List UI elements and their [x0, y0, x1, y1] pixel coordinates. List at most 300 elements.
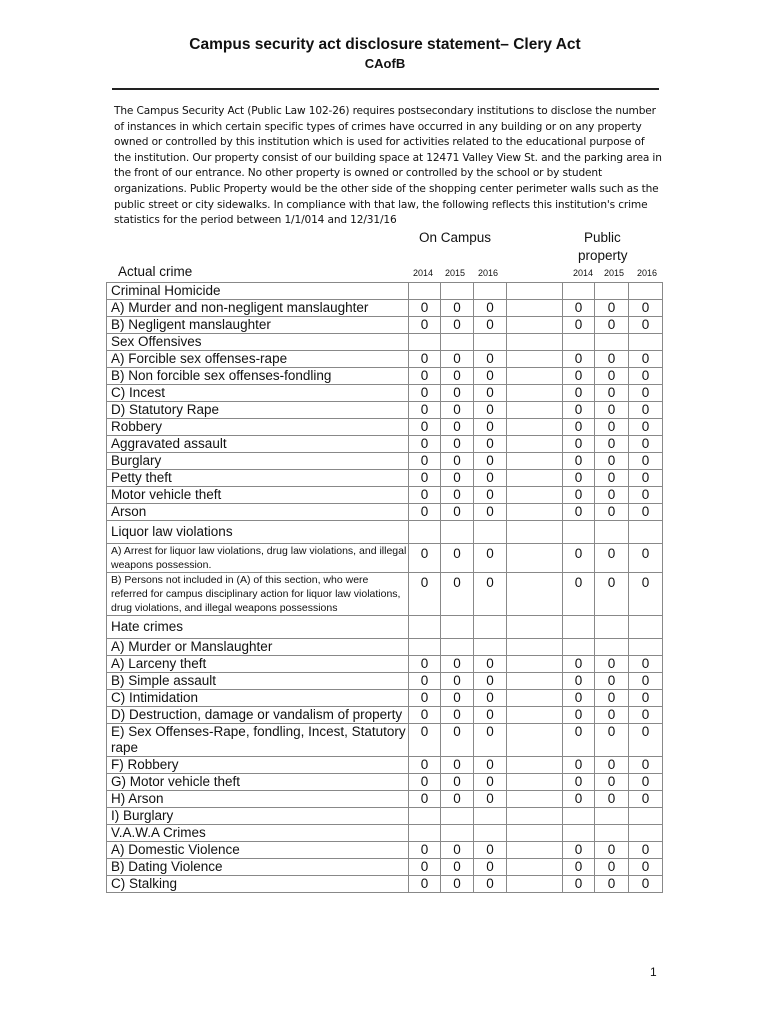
table-row [107, 639, 663, 656]
crime-count: 0 [409, 504, 441, 521]
title-rule [112, 88, 659, 90]
crime-count: 0 [629, 487, 663, 504]
crime-count: 0 [409, 470, 441, 487]
crime-count: 0 [441, 317, 474, 334]
table-row [107, 385, 663, 402]
crime-count: 0 [474, 842, 507, 859]
empty-cell [563, 283, 595, 300]
empty-cell [507, 656, 563, 673]
table-row [107, 573, 663, 616]
empty-cell [507, 351, 563, 368]
crime-count: 0 [563, 876, 595, 893]
crime-count: 0 [474, 707, 507, 724]
crime-count: 0 [441, 470, 474, 487]
crime-count: 0 [474, 385, 507, 402]
crime-label: Petty theft [107, 470, 409, 487]
crime-label: C) Incest [107, 385, 409, 402]
empty-cell [595, 283, 629, 300]
crime-count: 0 [595, 673, 629, 690]
crime-count: 0 [441, 504, 474, 521]
crime-count: 0 [474, 436, 507, 453]
empty-cell [474, 521, 507, 544]
crime-count: 0 [409, 300, 441, 317]
crime-count: 0 [441, 573, 474, 616]
crime-count: 0 [629, 300, 663, 317]
crime-count: 0 [595, 774, 629, 791]
crime-count: 0 [474, 757, 507, 774]
empty-cell [507, 368, 563, 385]
crime-count: 0 [441, 453, 474, 470]
empty-cell [441, 334, 474, 351]
crime-count: 0 [474, 791, 507, 808]
crime-label: Robbery [107, 419, 409, 436]
empty-cell [595, 825, 629, 842]
crime-label: E) Sex Offenses-Rape, fondling, Incest, Statutory rape [107, 724, 409, 757]
crime-label: V.A.W.A Crimes [107, 825, 409, 842]
crime-count: 0 [629, 317, 663, 334]
empty-cell [441, 825, 474, 842]
crime-label: B) Dating Violence [107, 859, 409, 876]
table-row [107, 876, 663, 893]
crime-count: 0 [441, 402, 474, 419]
crime-count: 0 [629, 419, 663, 436]
crime-label: D) Destruction, damage or vandalism of property [107, 707, 409, 724]
crime-label: Motor vehicle theft [107, 487, 409, 504]
crime-label: H) Arson [107, 791, 409, 808]
crime-count: 0 [409, 673, 441, 690]
empty-cell [507, 283, 563, 300]
crime-count: 0 [441, 707, 474, 724]
empty-cell [507, 504, 563, 521]
crime-label: A) Domestic Violence [107, 842, 409, 859]
crime-label: C) Intimidation [107, 690, 409, 707]
crime-count: 0 [629, 453, 663, 470]
crime-count: 0 [474, 300, 507, 317]
empty-cell [629, 825, 663, 842]
crime-count: 0 [441, 673, 474, 690]
crime-count: 0 [474, 487, 507, 504]
crime-count: 0 [409, 368, 441, 385]
crime-count: 0 [629, 791, 663, 808]
crime-count: 0 [563, 757, 595, 774]
crime-label: F) Robbery [107, 757, 409, 774]
crime-label: Arson [107, 504, 409, 521]
crime-count: 0 [563, 656, 595, 673]
empty-cell [507, 385, 563, 402]
crime-count: 0 [409, 419, 441, 436]
crime-count: 0 [629, 656, 663, 673]
year-header-public-2014: 2014 [573, 268, 594, 278]
empty-cell [441, 521, 474, 544]
crime-count: 0 [474, 504, 507, 521]
crime-count: 0 [595, 707, 629, 724]
document-subtitle: CAofB [364, 56, 406, 71]
crime-count: 0 [595, 859, 629, 876]
crime-count: 0 [629, 842, 663, 859]
empty-cell [474, 808, 507, 825]
crime-count: 0 [595, 544, 629, 573]
empty-cell [507, 487, 563, 504]
crime-count: 0 [409, 453, 441, 470]
empty-cell [474, 825, 507, 842]
table-row [107, 842, 663, 859]
table-row [107, 317, 663, 334]
crime-count: 0 [595, 876, 629, 893]
crime-label: A) Larceny theft [107, 656, 409, 673]
empty-cell [507, 757, 563, 774]
crime-count: 0 [441, 300, 474, 317]
crime-count: 0 [563, 436, 595, 453]
empty-cell [507, 842, 563, 859]
crime-count: 0 [563, 724, 595, 757]
crime-count: 0 [629, 504, 663, 521]
crime-count: 0 [563, 791, 595, 808]
empty-cell [474, 283, 507, 300]
crime-count: 0 [629, 876, 663, 893]
crime-count: 0 [441, 774, 474, 791]
empty-cell [507, 544, 563, 573]
empty-cell [507, 470, 563, 487]
crime-count: 0 [595, 656, 629, 673]
crime-count: 0 [563, 351, 595, 368]
crime-label: A) Murder and non-negligent manslaughter [107, 300, 409, 317]
empty-cell [507, 791, 563, 808]
table-row [107, 724, 663, 757]
crime-count: 0 [474, 402, 507, 419]
crime-count: 0 [409, 656, 441, 673]
crime-label: A) Forcible sex offenses-rape [107, 351, 409, 368]
crime-count: 0 [409, 573, 441, 616]
crime-count: 0 [563, 774, 595, 791]
crime-count: 0 [629, 673, 663, 690]
crime-count: 0 [629, 385, 663, 402]
table-row [107, 859, 663, 876]
table-row [107, 808, 663, 825]
crime-count: 0 [595, 402, 629, 419]
crime-count: 0 [563, 573, 595, 616]
empty-cell [563, 334, 595, 351]
empty-cell [507, 573, 563, 616]
empty-cell [409, 283, 441, 300]
empty-cell [441, 616, 474, 639]
crime-label: B) Non forcible sex offenses-fondling [107, 368, 409, 385]
empty-cell [507, 724, 563, 757]
crime-count: 0 [595, 504, 629, 521]
crime-count: 0 [441, 436, 474, 453]
crime-count: 0 [409, 842, 441, 859]
crime-count: 0 [629, 368, 663, 385]
crime-count: 0 [563, 504, 595, 521]
crime-count: 0 [441, 791, 474, 808]
crime-label: Liquor law violations [107, 521, 409, 544]
table-row [107, 707, 663, 724]
crime-count: 0 [595, 690, 629, 707]
crime-statistics-table [106, 282, 663, 893]
table-row [107, 368, 663, 385]
table-row [107, 616, 663, 639]
crime-label: Burglary [107, 453, 409, 470]
crime-count: 0 [595, 791, 629, 808]
empty-cell [507, 808, 563, 825]
empty-cell [507, 876, 563, 893]
crime-count: 0 [595, 842, 629, 859]
crime-count: 0 [441, 351, 474, 368]
year-header-campus-2014: 2014 [413, 268, 434, 278]
empty-cell [629, 283, 663, 300]
crime-count: 0 [595, 487, 629, 504]
actual-crime-header: Actual crime [118, 264, 193, 279]
crime-count: 0 [474, 656, 507, 673]
crime-count: 0 [441, 368, 474, 385]
crime-count: 0 [474, 573, 507, 616]
crime-count: 0 [563, 842, 595, 859]
crime-count: 0 [474, 317, 507, 334]
crime-count: 0 [563, 690, 595, 707]
crime-count: 0 [409, 402, 441, 419]
empty-cell [474, 616, 507, 639]
crime-count: 0 [441, 876, 474, 893]
crime-count: 0 [629, 724, 663, 757]
crime-count: 0 [409, 724, 441, 757]
table-row [107, 351, 663, 368]
crime-count: 0 [629, 859, 663, 876]
empty-cell [563, 639, 595, 656]
crime-count: 0 [595, 436, 629, 453]
crime-label: G) Motor vehicle theft [107, 774, 409, 791]
empty-cell [507, 300, 563, 317]
crime-count: 0 [563, 544, 595, 573]
crime-count: 0 [629, 470, 663, 487]
crime-count: 0 [563, 487, 595, 504]
crime-count: 0 [409, 707, 441, 724]
crime-count: 0 [474, 673, 507, 690]
crime-label: A) Murder or Manslaughter [107, 639, 409, 656]
crime-count: 0 [441, 859, 474, 876]
table-row [107, 521, 663, 544]
table-row [107, 334, 663, 351]
empty-cell [507, 402, 563, 419]
crime-count: 0 [563, 859, 595, 876]
table-row [107, 791, 663, 808]
crime-count: 0 [629, 707, 663, 724]
empty-cell [629, 521, 663, 544]
empty-cell [629, 808, 663, 825]
crime-count: 0 [441, 544, 474, 573]
intro-paragraph: The Campus Security Act (Public Law 102-26) requires postsecondary institutions to disclose the number of instances in which certain specific types of crimes have occurred in any building or on any property owned or controlled by this institution which is used for activities related to the educational purpose of the institution. Our property consist of our building space at 12471 Valley View St. and the parking area in the front of our entrance. No other property is owned or controlled by the school or by student organizations. Public Property would be the other side of the shopping center perimeter walls such as the public street or city sidewalks. In compliance with that law, the following reflects this institution's crime statistics for the period between 1/1/014 and 12/31/16 [114, 105, 662, 227]
public-property-header-line1: Public [584, 230, 621, 245]
table-row [107, 774, 663, 791]
empty-cell [409, 334, 441, 351]
empty-cell [507, 774, 563, 791]
crime-count: 0 [409, 436, 441, 453]
empty-cell [563, 521, 595, 544]
crime-label: B) Simple assault [107, 673, 409, 690]
crime-count: 0 [563, 300, 595, 317]
crime-count: 0 [441, 690, 474, 707]
crime-count: 0 [409, 859, 441, 876]
year-header-campus-2016: 2016 [478, 268, 499, 278]
empty-cell [563, 808, 595, 825]
crime-count: 0 [409, 774, 441, 791]
empty-cell [409, 521, 441, 544]
empty-cell [595, 639, 629, 656]
crime-count: 0 [474, 859, 507, 876]
crime-count: 0 [474, 470, 507, 487]
table-row [107, 544, 663, 573]
crime-label: D) Statutory Rape [107, 402, 409, 419]
crime-count: 0 [441, 385, 474, 402]
crime-count: 0 [441, 487, 474, 504]
empty-cell [507, 690, 563, 707]
crime-count: 0 [563, 707, 595, 724]
crime-count: 0 [595, 351, 629, 368]
empty-cell [507, 859, 563, 876]
crime-count: 0 [629, 774, 663, 791]
empty-cell [474, 639, 507, 656]
table-row [107, 487, 663, 504]
crime-count: 0 [409, 317, 441, 334]
crime-count: 0 [563, 673, 595, 690]
crime-count: 0 [474, 876, 507, 893]
crime-count: 0 [441, 419, 474, 436]
crime-label: Criminal Homicide [107, 283, 409, 300]
empty-cell [507, 707, 563, 724]
crime-count: 0 [563, 470, 595, 487]
crime-label: B) Persons not included in (A) of this section, who were referred for campus disciplinary action for liquor law violations, drug violations, and illegal weapons possessions [107, 573, 409, 616]
table-row [107, 656, 663, 673]
crime-count: 0 [595, 385, 629, 402]
crime-count: 0 [474, 419, 507, 436]
crime-count: 0 [563, 317, 595, 334]
empty-cell [629, 334, 663, 351]
year-header-public-2016: 2016 [637, 268, 658, 278]
empty-cell [474, 334, 507, 351]
empty-cell [441, 283, 474, 300]
crime-count: 0 [409, 690, 441, 707]
empty-cell [507, 419, 563, 436]
empty-cell [563, 616, 595, 639]
crime-count: 0 [441, 656, 474, 673]
empty-cell [595, 808, 629, 825]
crime-count: 0 [595, 419, 629, 436]
table-row [107, 436, 663, 453]
empty-cell [507, 453, 563, 470]
empty-cell [595, 334, 629, 351]
crime-label: Sex Offensives [107, 334, 409, 351]
crime-count: 0 [629, 690, 663, 707]
table-row [107, 300, 663, 317]
empty-cell [409, 639, 441, 656]
crime-count: 0 [474, 453, 507, 470]
crime-count: 0 [474, 368, 507, 385]
empty-cell [629, 616, 663, 639]
crime-count: 0 [474, 690, 507, 707]
table-row [107, 504, 663, 521]
empty-cell [507, 639, 563, 656]
crime-count: 0 [474, 544, 507, 573]
crime-count: 0 [441, 842, 474, 859]
empty-cell [507, 616, 563, 639]
crime-count: 0 [409, 876, 441, 893]
crime-count: 0 [441, 724, 474, 757]
crime-label: Hate crimes [107, 616, 409, 639]
crime-count: 0 [409, 757, 441, 774]
crime-count: 0 [629, 573, 663, 616]
document-title: Campus security act disclosure statement– Clery Act [189, 36, 581, 53]
crime-count: 0 [563, 385, 595, 402]
empty-cell [507, 334, 563, 351]
table-row [107, 673, 663, 690]
empty-cell [507, 521, 563, 544]
public-property-header-line2: property [578, 248, 628, 263]
crime-count: 0 [409, 544, 441, 573]
crime-count: 0 [629, 351, 663, 368]
crime-count: 0 [441, 757, 474, 774]
crime-label: A) Arrest for liquor law violations, drug law violations, and illegal weapons possession. [107, 544, 409, 573]
crime-count: 0 [595, 757, 629, 774]
crime-count: 0 [595, 317, 629, 334]
table-row [107, 470, 663, 487]
table-row [107, 453, 663, 470]
crime-count: 0 [563, 453, 595, 470]
crime-count: 0 [595, 573, 629, 616]
crime-count: 0 [629, 402, 663, 419]
crime-count: 0 [563, 419, 595, 436]
crime-count: 0 [595, 470, 629, 487]
table-row [107, 283, 663, 300]
empty-cell [595, 521, 629, 544]
crime-count: 0 [595, 300, 629, 317]
table-row [107, 690, 663, 707]
empty-cell [409, 808, 441, 825]
crime-count: 0 [409, 385, 441, 402]
empty-cell [507, 317, 563, 334]
crime-count: 0 [409, 791, 441, 808]
year-header-public-2015: 2015 [604, 268, 625, 278]
crime-count: 0 [629, 436, 663, 453]
empty-cell [507, 673, 563, 690]
crime-count: 0 [595, 368, 629, 385]
empty-cell [441, 639, 474, 656]
crime-count: 0 [629, 757, 663, 774]
empty-cell [595, 616, 629, 639]
empty-cell [507, 436, 563, 453]
crime-label: B) Negligent manslaughter [107, 317, 409, 334]
crime-count: 0 [474, 774, 507, 791]
table-row [107, 757, 663, 774]
empty-cell [563, 825, 595, 842]
year-header-campus-2015: 2015 [445, 268, 466, 278]
page-number: 1 [650, 965, 657, 979]
crime-count: 0 [409, 351, 441, 368]
empty-cell [629, 639, 663, 656]
crime-count: 0 [409, 487, 441, 504]
crime-count: 0 [474, 351, 507, 368]
crime-count: 0 [563, 402, 595, 419]
empty-cell [441, 808, 474, 825]
crime-count: 0 [563, 368, 595, 385]
crime-count: 0 [595, 453, 629, 470]
empty-cell [507, 825, 563, 842]
crime-label: C) Stalking [107, 876, 409, 893]
table-row [107, 402, 663, 419]
crime-count: 0 [595, 724, 629, 757]
empty-cell [409, 825, 441, 842]
crime-label: I) Burglary [107, 808, 409, 825]
crime-label: Aggravated assault [107, 436, 409, 453]
empty-cell [409, 616, 441, 639]
table-row [107, 825, 663, 842]
